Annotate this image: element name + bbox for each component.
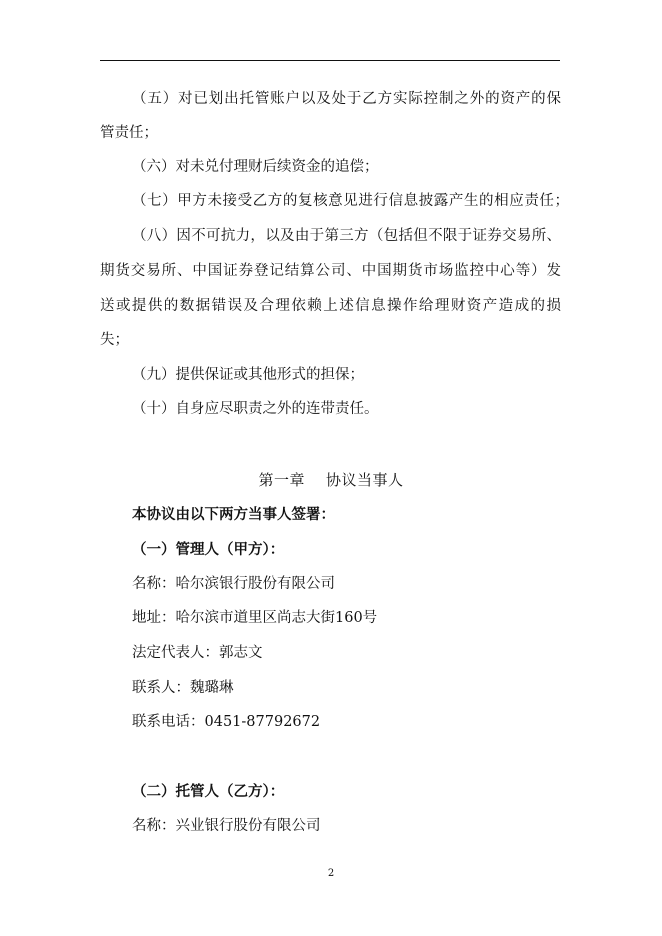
party-a-name: 名称：哈尔滨银行股份有限公司 [132,576,335,592]
clause-8-line-2: 期货交易所、中国证券登记结算公司、中国期货市场监控中心等）发 [100,263,561,279]
clause-6: （六）对未兑付理财后续资金的追偿； [132,159,379,175]
clause-7: （七）甲方未接受乙方的复核意见进行信息披露产生的相应责任； [132,193,569,209]
clause-10: （十）自身应尽职责之外的连带责任。 [132,401,379,417]
party-b-name: 名称：兴业银行股份有限公司 [132,818,321,834]
parties-intro: 本协议由以下两方当事人签署： [132,506,335,523]
clause-8-line-3: 送或提供的数据错误及合理依赖上述信息操作给理财资产造成的损 [100,298,561,314]
page-number: 2 [327,868,335,879]
party-a-legal-rep: 法定代表人：郭志文 [132,645,263,661]
party-a-phone: 联系电话：0451-87792672 [132,714,321,730]
clause-5-line-2: 管责任； [100,125,158,141]
party-b-heading: （二）托管人（乙方）： [132,783,285,800]
party-a-contact: 联系人：魏璐琳 [132,680,234,696]
chapter-heading: 第一章 协议当事人 [258,471,404,489]
clause-9: （九）提供保证或其他形式的担保； [132,367,364,383]
clause-5-line-1: （五）对已划出托管账户以及处于乙方实际控制之外的资产的保 [132,91,561,107]
clause-8-line-1: （八）因不可抗力，以及由于第三方（包括但不限于证券交易所、 [132,228,561,244]
party-a-heading: （一）管理人（甲方）： [132,541,285,558]
party-a-address: 地址：哈尔滨市道里区尚志大街160号 [132,610,378,626]
header-rule [100,60,560,61]
clause-8-line-4: 失； [100,332,129,348]
